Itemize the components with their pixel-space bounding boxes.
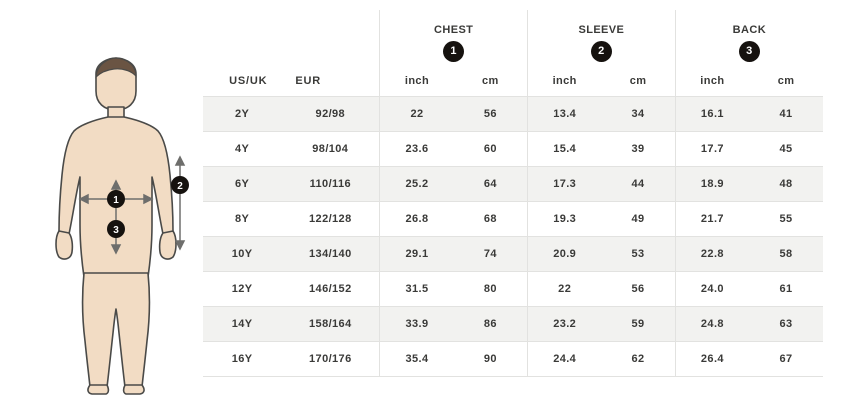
back-marker [107,220,125,238]
spacer-cell [203,36,281,66]
cell-size: 8Y [203,202,281,237]
cell-chest-inch: 22 [380,97,454,132]
table-row [203,132,823,167]
cell-sleeve-cm: 49 [601,202,675,237]
table-row [203,272,823,307]
badge-cell-back [675,36,823,66]
cell-sleeve-cm: 53 [601,237,675,272]
badge-cell-sleeve [528,36,676,66]
table-head [203,10,823,97]
cell-back-cm: 61 [749,272,823,307]
column-header-eur: EUR [295,75,321,87]
chest-marker [107,190,125,208]
cell-sleeve-inch: 17.3 [528,167,602,202]
cell-sleeve-inch: 23.2 [528,307,602,342]
column-header-back-inch: inch [675,66,749,97]
table-body [203,97,823,377]
cell-sleeve-inch: 20.9 [528,237,602,272]
cell-chest-inch: 26.8 [380,202,454,237]
column-header-chest-cm: cm [481,75,499,87]
cell-chest-inch: 33.9 [380,307,454,342]
size-table [203,10,823,377]
table-row [203,307,823,342]
cell-size: 4Y [203,132,281,167]
cell-back-cm: 45 [749,132,823,167]
cell-size: 2Y [203,97,281,132]
table-row [203,97,823,132]
column-header-row [203,66,823,97]
cell-sleeve-cm: 62 [601,342,675,377]
sleeve-measure-arrow [176,157,184,249]
cell-chest-inch: 29.1 [380,237,454,272]
group-label-sleeve: SLEEVE [528,10,676,36]
column-header-size: US/UK [229,75,268,87]
column-header-back-cm: cm [777,75,795,87]
cell-back-cm: 67 [749,342,823,377]
cell-size: 12Y [203,272,281,307]
spacer-cell [203,10,281,36]
column-header-sleeve-cm: cm [629,75,647,87]
cell-sleeve-cm: 39 [601,132,675,167]
table-row [203,167,823,202]
cell-back-inch: 24.8 [675,307,749,342]
cell-size: 16Y [203,342,281,377]
cell-eur: 122/128 [281,202,379,237]
cell-size: 10Y [203,237,281,272]
child-body-figure [30,55,200,395]
cell-back-inch: 24.0 [675,272,749,307]
cell-sleeve-inch: 13.4 [528,97,602,132]
cell-back-cm: 58 [749,237,823,272]
cell-back-inch: 17.7 [675,132,749,167]
cell-back-inch: 22.8 [675,237,749,272]
cell-back-cm: 55 [749,202,823,237]
cell-back-cm: 63 [749,307,823,342]
cell-sleeve-inch: 24.4 [528,342,602,377]
svg-text:2: 2 [177,181,183,192]
svg-text:1: 1 [113,195,119,206]
cell-sleeve-inch: 22 [528,272,602,307]
column-header-chest-inch: inch [380,66,454,97]
badge-1: 1 [443,41,464,62]
svg-text:3: 3 [113,225,119,236]
cell-sleeve-cm: 59 [601,307,675,342]
group-header-row [203,10,823,36]
spacer-cell [281,36,379,66]
cell-chest-inch: 25.2 [380,167,454,202]
group-label-back: BACK [675,10,823,36]
column-header-sleeve-inch: inch [528,66,602,97]
table-row [203,342,823,377]
cell-chest-cm: 64 [454,167,528,202]
cell-chest-cm: 86 [454,307,528,342]
cell-sleeve-cm: 34 [601,97,675,132]
cell-size: 14Y [203,307,281,342]
table-row [203,202,823,237]
cell-sleeve-cm: 44 [601,167,675,202]
cell-eur: 170/176 [281,342,379,377]
cell-eur: 98/104 [281,132,379,167]
cell-chest-inch: 23.6 [380,132,454,167]
cell-chest-cm: 68 [454,202,528,237]
spacer-cell [281,10,379,36]
table-row [203,237,823,272]
cell-back-inch: 16.1 [675,97,749,132]
cell-back-cm: 41 [749,97,823,132]
cell-back-cm: 48 [749,167,823,202]
cell-back-inch: 21.7 [675,202,749,237]
group-label-chest: CHEST [380,10,528,36]
cell-chest-inch: 35.4 [380,342,454,377]
badge-3: 3 [739,41,760,62]
cell-chest-cm: 74 [454,237,528,272]
cell-back-inch: 26.4 [675,342,749,377]
cell-sleeve-cm: 56 [601,272,675,307]
cell-eur: 92/98 [281,97,379,132]
cell-chest-cm: 56 [454,97,528,132]
cell-size: 6Y [203,167,281,202]
badge-2: 2 [591,41,612,62]
cell-chest-cm: 80 [454,272,528,307]
cell-chest-inch: 31.5 [380,272,454,307]
cell-sleeve-inch: 19.3 [528,202,602,237]
cell-back-inch: 18.9 [675,167,749,202]
size-table-wrapper [203,10,823,377]
cell-sleeve-inch: 15.4 [528,132,602,167]
group-badge-row [203,36,823,66]
cell-chest-cm: 90 [454,342,528,377]
cell-eur: 110/116 [281,167,379,202]
cell-eur: 146/152 [281,272,379,307]
sleeve-marker [171,176,189,194]
cell-eur: 158/164 [281,307,379,342]
cell-eur: 134/140 [281,237,379,272]
badge-cell-chest [380,36,528,66]
cell-chest-cm: 60 [454,132,528,167]
